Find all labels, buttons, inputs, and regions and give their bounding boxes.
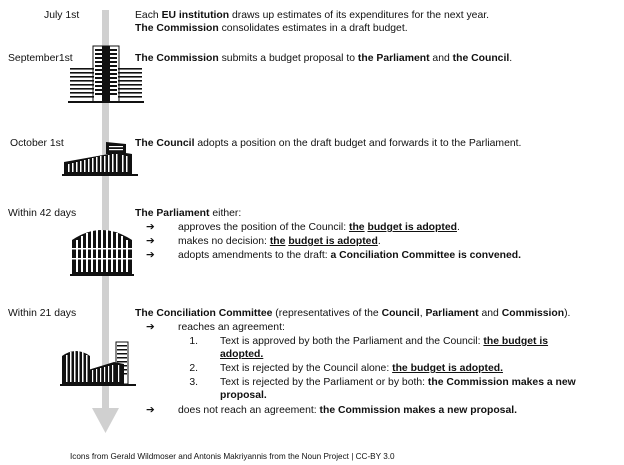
step5-head-d: , (419, 308, 426, 319)
step5-bullet-noagree-arrow-icon: ➔ (146, 405, 155, 416)
step5-parliament: Parliament (425, 308, 479, 319)
step2-line (135, 52, 512, 65)
step5-item-3-line2 (220, 389, 267, 402)
step3-text-b: adopts a position on the draft budget and forwards it to the Parliament. (194, 138, 522, 149)
step4-bullet-3-arrow-icon: ➔ (146, 250, 155, 261)
step4-o1-adopted: budget is adopted (367, 222, 457, 233)
step4-heading (135, 207, 241, 220)
step4-option-1 (178, 221, 460, 234)
step2-parliament: the Parliament (357, 53, 430, 64)
step3-line (135, 137, 521, 150)
step4-o2-period: . (377, 236, 381, 247)
commission-building-icon (66, 44, 146, 104)
step1-commission: The Commission (135, 23, 219, 34)
step5-head-h: ). (564, 308, 571, 319)
step5-council: Council (381, 308, 420, 319)
step1-line1 (135, 9, 489, 22)
step5-noagree-result: the Commission makes a new proposal. (319, 405, 518, 416)
step5-i1-adopted-b: adopted. (220, 349, 264, 360)
step1-text-a: Each (135, 10, 162, 21)
step4-o3-conciliation: a Conciliation Committee is convened. (330, 250, 522, 261)
icon-credit: Icons from Gerald Wildmoser and Antonis Makriyannis from the Noun Project | CC-BY 3.0 (70, 452, 395, 461)
step4-o1-the: the (348, 222, 365, 233)
step5-num-2: 2. (189, 363, 198, 374)
step5-bullet-agree-arrow-icon: ➔ (146, 322, 155, 333)
step5-item-1-line2 (220, 348, 263, 361)
step5-i1-adopted-a: the budget is (483, 336, 549, 347)
step1-line2 (135, 22, 408, 35)
step4-o1-period: . (456, 222, 460, 233)
step4-option-3 (178, 249, 521, 262)
date-september: September1st (8, 53, 73, 64)
step5-head-f: and (478, 308, 502, 319)
date-october: October 1st (10, 138, 64, 149)
step4-parliament: The Parliament (135, 208, 210, 219)
step4-bullet-1-arrow-icon: ➔ (146, 222, 155, 233)
step2-text-d: and (429, 53, 453, 64)
step5-i1-text: Text is approved by both the Parliament and the Council: (220, 336, 484, 347)
date-within-21-days: Within 21 days (8, 308, 77, 319)
step2-council: the Council (452, 53, 510, 64)
date-within-42-days: Within 42 days (8, 208, 77, 219)
step5-num-3: 3. (189, 377, 198, 388)
step2-text-b: submits a budget proposal to (218, 53, 358, 64)
parliament-building-icon (68, 222, 136, 278)
step5-agree: reaches an agreement: (178, 322, 285, 333)
step5-num-1: 1. (189, 336, 198, 347)
step5-item-1-line1 (220, 335, 548, 348)
step5-i2-adopted: the budget is adopted. (392, 363, 503, 374)
step5-i2-text: Text is rejected by the Council alone: (220, 363, 393, 374)
step3-council: The Council (135, 138, 195, 149)
step2-text-f: . (509, 53, 513, 64)
step5-i3-text: Text is rejected by the Parliament or by both: (220, 377, 428, 388)
step1-text-c: draws up estimates of its expenditures for the next year. (229, 10, 490, 21)
step5-item-2 (220, 362, 503, 375)
step4-o2-adopted: budget is adopted (288, 236, 378, 247)
council-building-icon (60, 140, 140, 178)
timeline-arrowhead (92, 408, 119, 433)
step4-o3-text: adopts amendments to the draft: (178, 250, 331, 261)
step5-i3-new-proposal-a: the Commission makes a new (427, 377, 576, 388)
conciliation-buildings-icon (58, 340, 138, 388)
date-july: July 1st (44, 10, 80, 21)
step1-eu-institution: EU institution (161, 10, 230, 21)
step5-committee: The Conciliation Committee (135, 308, 273, 319)
step1-text-e: consolidates estimates in a draft budget. (218, 23, 408, 34)
step4-o2-text: makes no decision: (178, 236, 270, 247)
step5-no-agreement (178, 404, 517, 417)
step4-either: either: (209, 208, 242, 219)
step4-o1-text: approves the position of the Council: (178, 222, 349, 233)
step4-bullet-2-arrow-icon: ➔ (146, 236, 155, 247)
step5-commission: Commission (501, 308, 565, 319)
step4-option-2 (178, 235, 381, 248)
step5-item-3-line1 (220, 376, 576, 389)
step5-head-b: (representatives of the (272, 308, 382, 319)
step4-o2-the: the (269, 236, 286, 247)
step2-commission: The Commission (135, 53, 219, 64)
step5-noagree-text: does not reach an agreement: (178, 405, 320, 416)
step5-heading (135, 307, 570, 320)
step5-i3-new-proposal-b: proposal. (220, 390, 267, 401)
